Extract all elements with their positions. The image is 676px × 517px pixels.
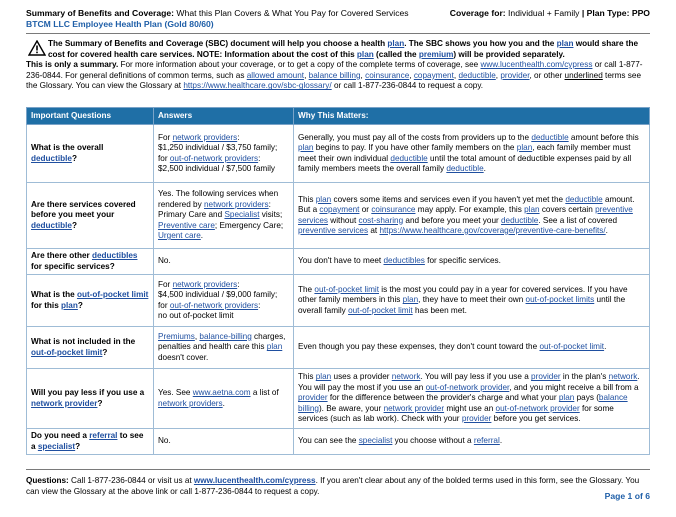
question-cell: Are there services covered before you meet your deductible? [27, 183, 154, 249]
question-cell: What is the out-of-pocket limit for this plan? [27, 275, 154, 327]
term-link[interactable]: referral [473, 436, 500, 446]
table-row [27, 249, 650, 275]
term-link[interactable]: deductible [531, 132, 569, 142]
intro-paragraph-1: The Summary of Benefits and Coverage (SBC) document will help you choose a health plan. The SBC shows you how you and the plan would share the cost for covered health care services. NOTE: Information about the cost of this plan (called the premium) will be provided separately. [48, 39, 639, 59]
warning-icon [26, 39, 48, 59]
table-row [27, 327, 650, 369]
page-number: Page 1 of 6 [604, 491, 650, 501]
term-link[interactable]: coinsurance [371, 205, 416, 215]
term-link[interactable]: deductible [446, 163, 484, 173]
table-row [27, 369, 650, 429]
term-link[interactable]: out-of-pocket limit [348, 305, 413, 315]
term-link[interactable]: plan [558, 393, 575, 403]
term-link[interactable]: out-of-pocket limit [31, 347, 103, 357]
doc-title: Summary of Benefits and Coverage: What this Plan Covers & What You Pay for Covered Services [26, 8, 409, 18]
table-row [27, 275, 650, 327]
term-link[interactable]: deductible [31, 220, 72, 230]
term-link[interactable]: plan [524, 205, 540, 215]
term-link[interactable]: balance billing [298, 393, 628, 413]
glossary-link[interactable]: https://www.healthcare.gov/sbc-glossary/ [183, 81, 332, 91]
intro-paragraph-2: This is only a summary. For more information about your coverage, or to get a copy of the complete terms of coverage, see www.lucenthealth.com/cypress or call 1-877-236-0844. For general definitions of common terms, such as allowed amount, balance billing, coinsurance, copayment, deductible, provider, or other underlined terms see the Glossary. You can view the Glossary at https://www.healthcare.gov/sbc-glossary/ or call 1-877-236-0844 to request a copy. [26, 60, 643, 91]
term-link[interactable]: deductible [458, 70, 496, 80]
term-link[interactable]: balance billing [308, 70, 361, 80]
term-link[interactable]: deductibles [383, 256, 425, 266]
term-link[interactable]: copayment [319, 205, 360, 215]
term-link[interactable]: plan [315, 194, 332, 204]
term-link[interactable]: out-of-pocket limit [314, 284, 380, 294]
why-cell: You don't have to meet deductibles for specific services. [294, 249, 650, 275]
term-link[interactable]: deductible [501, 215, 539, 225]
term-link[interactable]: out-of-network providers [169, 153, 259, 163]
term-link[interactable]: network provider [31, 398, 98, 408]
term-link[interactable]: plan [315, 372, 332, 382]
column-header: Answers [154, 108, 294, 125]
question-cell: What is not included in the out-of-pocket limit? [27, 327, 154, 369]
column-header: Why This Matters: [294, 108, 650, 125]
term-link[interactable]: Urgent care [158, 231, 201, 241]
term-link[interactable]: preventive services [298, 225, 369, 235]
term-link[interactable]: network providers [172, 279, 238, 289]
answer-cell: No. [154, 429, 294, 455]
aetna-link[interactable]: www.aetna.com [192, 388, 251, 398]
intro-text [26, 39, 650, 92]
footer-cypress-link[interactable]: www.lucenthealth.com/cypress [193, 476, 316, 485]
term-link[interactable]: out-of-network provider [495, 403, 580, 413]
answer-cell: Premiums, balance-billing charges, penalties and health care this plan doesn't cover. [154, 327, 294, 369]
document-header [26, 8, 650, 30]
why-cell: This plan covers some items and services even if you haven't yet met the deductible amount. But a copayment or coinsurance may apply. For example, this plan covers certain preventive services without cost-sharing and before you meet your deductible. See a list of covered preventive services at https://www.healthcare.gov/coverage/preventive-care-benefits/. [294, 183, 650, 249]
why-cell: The out-of-pocket limit is the most you could pay in a year for covered services. If you have other family members in this plan, they have to meet their own out-of-pocket limits until the overall family out-of-pocket limit has been met. [294, 275, 650, 327]
term-link[interactable]: plan [266, 342, 283, 352]
term-link[interactable]: copayment [413, 70, 454, 80]
coverage-info: Coverage for: Individual + Family | Plan Type: PPO [449, 8, 650, 18]
question-cell: Do you need a referral to see a specialist? [27, 429, 154, 455]
preventive-benefits-link[interactable]: https://www.healthcare.gov/coverage/preventive-care-benefits/ [379, 225, 606, 235]
table-header-row [27, 108, 650, 125]
term-link[interactable]: balance-billing [199, 331, 252, 341]
term-link[interactable]: specialist [37, 441, 76, 451]
header-divider [26, 33, 650, 34]
term-link[interactable]: plan [402, 295, 419, 305]
why-cell: Even though you pay these expenses, they don't count toward the out-of-pocket limit. [294, 327, 650, 369]
term-link[interactable]: plan [298, 143, 314, 153]
term-link[interactable]: network providers [172, 132, 238, 142]
answer-cell: Yes. The following services when rendered by network providers: Primary Care and Specialist visits; Preventive care; Emergency Care; Urgent care. [154, 183, 294, 249]
answer-cell: For network providers: $4,500 individual / $9,000 family; for out-of-network providers: no out of-pocket limit [154, 275, 294, 327]
benefits-table [26, 107, 650, 455]
answer-cell: No. [154, 249, 294, 275]
term-link[interactable]: deductible [390, 153, 428, 163]
question-cell: Will you pay less if you use a network provider? [27, 369, 154, 429]
term-link[interactable]: provider [298, 393, 328, 403]
table-row [27, 125, 650, 183]
why-cell: Generally, you must pay all of the costs from providers up to the deductible amount before this plan begins to pay. If you have other family members on the plan, each family member must meet their own individual deductible until the total amount of deductible expenses paid by all family members meets the overall family deductible. [294, 125, 650, 183]
table-row [27, 429, 650, 455]
term-link[interactable]: plan [516, 143, 533, 153]
footer-text: Questions: Call 1-877-236-0844 or visit us at www.lucenthealth.com/cypress. If you aren't clear about any of the bolded terms used in this form, see the Glossary. You can view the Glossary at the above link or call 1-877-236-0844 to request a copy. [26, 476, 640, 496]
term-link[interactable]: out-of-pocket limit [539, 342, 605, 352]
cypress-link[interactable]: www.lucenthealth.com/cypress [480, 60, 593, 70]
term-link[interactable]: allowed amount [246, 70, 305, 80]
term-link[interactable]: preventive services [298, 205, 633, 225]
plan-name: BTCM LLC Employee Health Plan (Gold 80/60) [26, 19, 214, 29]
term-link[interactable]: out-of-network providers [169, 300, 259, 310]
term-link[interactable]: specialist [358, 436, 393, 446]
term-link[interactable]: Premiums [158, 331, 195, 341]
answer-cell: For network providers: $1,250 individual / $3,750 family; for out-of-network providers: $2,500 individual / $7,500 family [154, 125, 294, 183]
term-link[interactable]: out-of-pocket limit [76, 290, 149, 300]
term-link[interactable]: network provider [383, 403, 445, 413]
term-link[interactable]: plan [356, 49, 374, 59]
term-link[interactable]: deductible [31, 153, 72, 163]
term-link[interactable]: Preventive care [158, 220, 215, 230]
term-link[interactable]: network providers [203, 199, 269, 209]
table-row [27, 183, 650, 249]
term-link[interactable]: out-of-network provider [425, 382, 510, 392]
term-link[interactable]: cost-sharing [358, 215, 404, 225]
term-link[interactable]: premium [418, 49, 454, 59]
term-link[interactable]: plan [61, 300, 78, 310]
term-link[interactable]: deductibles [91, 251, 138, 261]
footer-divider [26, 469, 650, 470]
term-link[interactable]: deductible [565, 194, 603, 204]
question-cell: Are there other deductibles for specific services? [27, 249, 154, 275]
why-cell: This plan uses a provider network. You will pay less if you use a provider in the plan's network. You will pay the most if you use an out-of-network provider, and you might receive a bill from a provider for the difference between the provider's charge and what your plan pays (balance billing). Be aware, your network provider might use an out-of-network provider for some services (such as lab work). Check with your provider before you get services. [294, 369, 650, 429]
term-link[interactable]: provider [531, 372, 561, 382]
term-link[interactable]: referral [89, 431, 118, 441]
term-link[interactable]: network providers [158, 398, 223, 408]
answer-cell: Yes. See www.aetna.com a list of network providers. [154, 369, 294, 429]
term-link[interactable]: network [608, 372, 638, 382]
term-link[interactable]: provider [461, 414, 492, 424]
question-cell: What is the overall deductible? [27, 125, 154, 183]
term-link[interactable]: network [391, 372, 421, 382]
term-link[interactable]: provider [500, 70, 530, 80]
term-link[interactable]: plan [556, 39, 574, 48]
term-link[interactable]: out-of-pocket limits [525, 295, 595, 305]
term-link[interactable]: coinsurance [365, 70, 410, 80]
column-header: Important Questions [27, 108, 154, 125]
term-link[interactable]: Specialist [224, 210, 260, 220]
why-cell: You can see the specialist you choose without a referral. [294, 429, 650, 455]
term-link[interactable]: plan [387, 39, 405, 48]
